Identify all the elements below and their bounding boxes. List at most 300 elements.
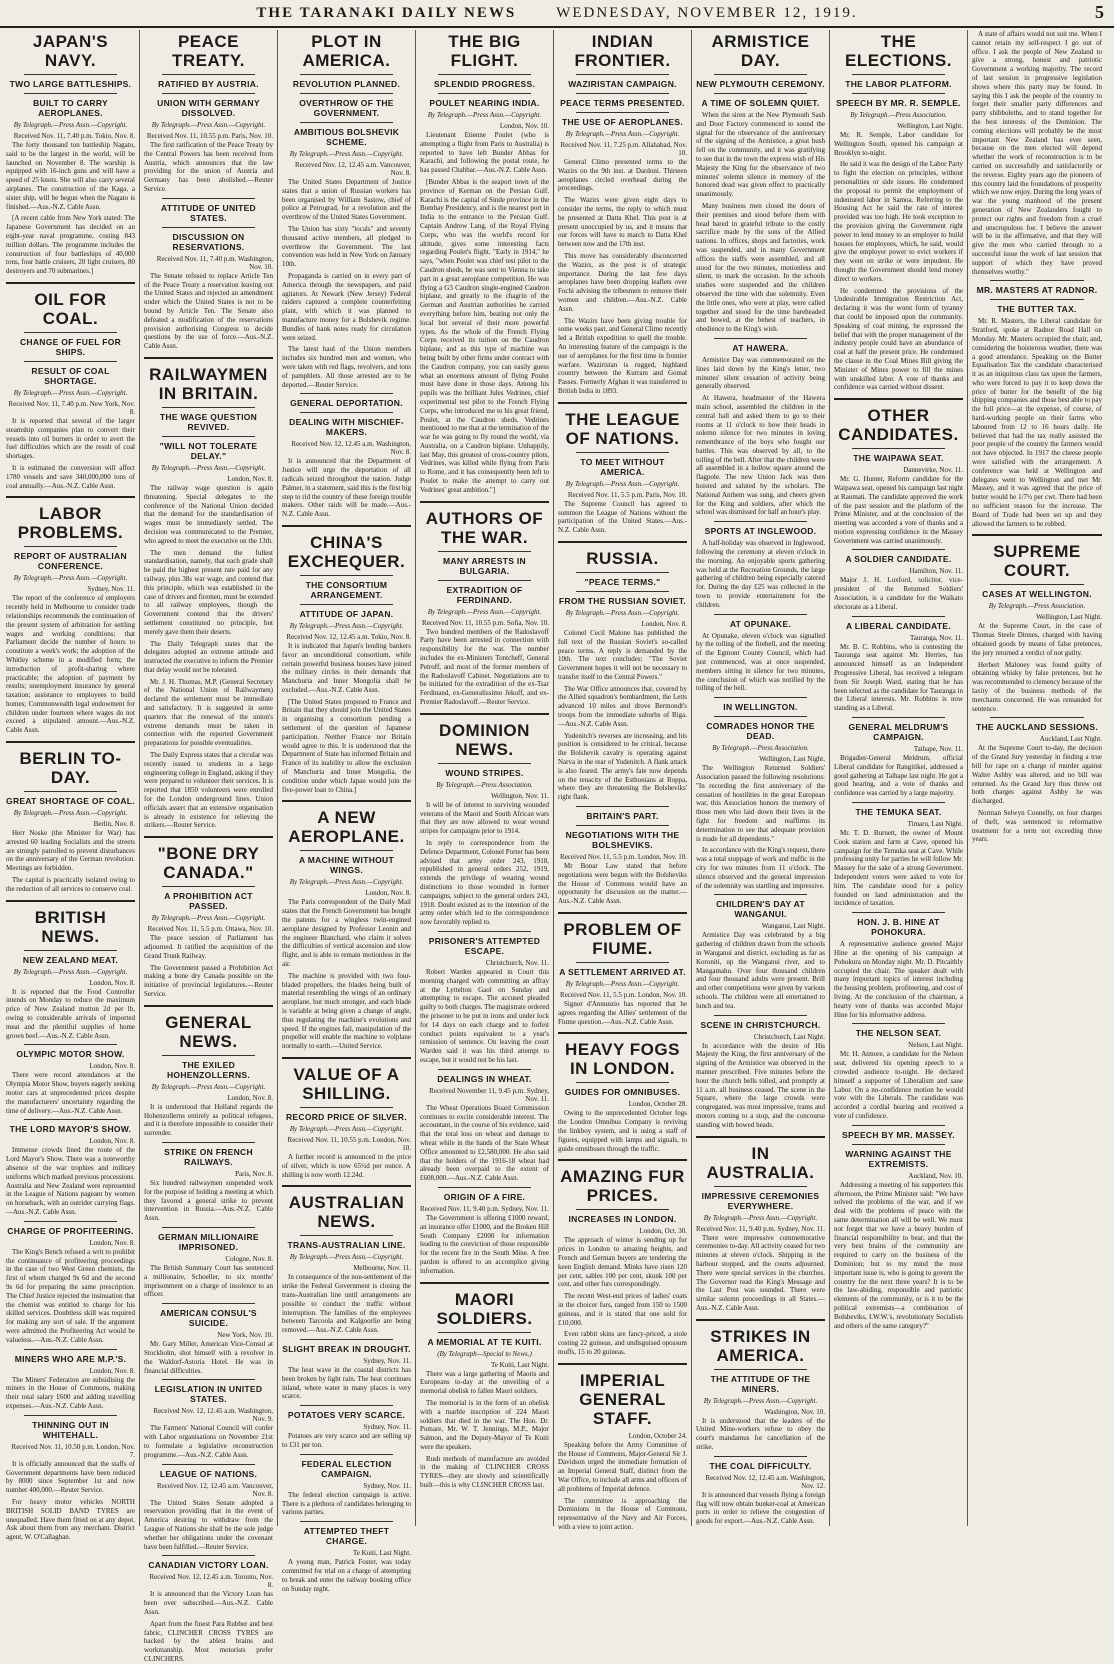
article-paragraph: General Climo presented terms to the Wazirs on the 9th inst. at Dardoni. Thirteen aeroplanes circled overhead during the proceedings.: [558, 158, 687, 193]
article-paragraph: The men demand the fullest standardisation, namely, that each grade shall be paid the highest present rate paid for any railway, plus 38s war wage, and contend that this principle, which was established in the case of drivers and firemen, must be extended to all railway employees, though the Government contend that the drivers' settlement constituted no principle, but merely gave them their deserts.: [144, 548, 273, 636]
article-section: [282, 1454, 411, 1517]
dateline: Cologne, Nov. 8.: [225, 1254, 273, 1263]
dateline: Wellington, Last Night.: [1036, 613, 1102, 622]
byline: By Telegraph.—Press Association.: [850, 111, 947, 119]
dateline: Christchurch, Nov. 11.: [485, 959, 549, 967]
headline-rule: [852, 1144, 945, 1145]
byline: By Telegraph.—Press Assn.—Copyright.: [427, 111, 542, 119]
article-section: [282, 1185, 411, 1335]
byline: By Telegraph.—Press Assn.—Copyright.: [151, 121, 266, 129]
byline: By Telegraph.—Press Assn.—Copyright.: [13, 809, 128, 818]
headline-rule: [300, 850, 393, 851]
article-paragraph: The King's Bench refused a writ to prohibit the continuance of profiteering proceedings in the case of two West Green chemists, the first of whom charged 9s 6d and the second 9s 6d for preparing the same prescription. The Chief Justice rejected the insinuation that the chemist was entitled to charge for his skilled services. Doubtless skill was required for making any sort of sale. If the argument were admitted the Profiteering Act would be valueless.—Aus.-N.Z. Cable Assn.: [6, 1247, 135, 1344]
column-3: [278, 30, 416, 1593]
headline-rule: [438, 580, 531, 581]
article-subheading: THE ATTITUDE OF THE MINERS.: [710, 1373, 811, 1394]
article-section: [834, 802, 963, 908]
article-headline: OTHER CANDIDATES.: [838, 406, 959, 445]
column-divider: [6, 496, 135, 498]
article-subheading: INCREASES IN LONDON.: [568, 1214, 677, 1225]
headline-rule: [714, 93, 807, 94]
article-headline: DOMINION NEWS.: [439, 720, 530, 759]
headline-rule: [438, 551, 531, 552]
article-paragraph: The War Office announces that, covered by the Allied squadron's bombardment, the Letts advanced 10 miles and drove Bermondt's troops from the immediate suburbs of Riga.—Aus.-N.Z. Cable Assn.: [558, 684, 687, 728]
headline-rule: [438, 93, 531, 94]
article-paragraph: It is announced that vessels flying a foreign flag will now obtain bunker-coal at American ports in order to relieve the congestion of goods for export.—Aus.-N.Z. Cable Assn.: [696, 1490, 825, 1526]
article-section: [6, 741, 135, 894]
byline: By Telegraph.—Press Assn.—Copyright.: [289, 878, 404, 887]
article-subheading: DISCUSSION ON RESERVATIONS.: [172, 231, 245, 252]
article-section: [972, 280, 1102, 528]
column-divider: [558, 912, 687, 914]
article-paragraph: [A recent cable from New York stated: The Japanese Government has decided on an eight-year naval programme, costing 843 million dollars. The programme includes the construction of four battleships of 40,000 tons, four battle cruisers, 20 light cruisers, 80 destroyers and 70 submarines.]: [6, 214, 135, 276]
headline-rule: [162, 1055, 255, 1056]
headline-rule: [576, 962, 669, 963]
article-section: [558, 806, 687, 906]
article-subheading: REPORT OF AUSTRALIAN CONFERENCE.: [14, 551, 127, 572]
headline-rule: [438, 931, 531, 932]
article-subheading: CHARGE OF PROFITEERING.: [7, 1225, 134, 1236]
dateline: Melbourne, Nov. 11.: [353, 1264, 411, 1273]
article-paragraph: Speaking before the Army Committee of the House of Commons, Major-General Sir J. Davidson urged the immediate formation of an Imperial General Staff, distinct from the War Office, to include all arms and officers of all problems of Imperial defence.: [558, 1440, 687, 1493]
article-section: [696, 1136, 825, 1313]
article-paragraph: At the Supreme Court, in the case of Thomas Steele Dinnes, charged with having obtained goods by means of false pretences, the jury returned a verdict of not guilty.: [972, 622, 1102, 657]
headline-rule: [852, 717, 945, 718]
article-paragraph: He condemned the provisions of the Undesirable Immigration Restriction Act, declaring it was the worst form of tyranny that could be imposed upon the community. Speaking of coal mining, he expressed the belief that with the proper management of the industry people could have an abundance of coal at half the present price. He condemned the clause in the Coal Mines Bill giving the Minister of Mines power to fill the mines with unskilled labor. A vote of thanks and confidence was carried without dissent.: [834, 286, 963, 392]
article-section: [6, 1119, 135, 1216]
article-subheading: A PROHIBITION ACT PASSED.: [164, 891, 253, 912]
article-section: [144, 1303, 273, 1375]
article-paragraph: The recent West-end prices of ladies' coats in the choicer furs, ranged from 150 to 1500 guineas, and it is stated that one sold for £10,000.: [558, 1292, 687, 1327]
article-subheading: ATTITUDE OF UNITED STATES.: [161, 202, 256, 223]
article-subheading: OVERTHROW OF THE GOVERNMENT.: [299, 98, 394, 118]
dateline: Received Nov. 11, 10.50 p.m. London, Nov. 7.: [11, 1442, 135, 1459]
article-headline: RAILWAYMEN IN BRITAIN.: [149, 364, 268, 403]
headline-rule: [162, 93, 255, 94]
article-section: [834, 549, 963, 611]
article-paragraph: It is reported that the Food Controller intends on Monday to reduce the maximum price of New Zealand mutton 2d per lb, owing to considerable arrivals of imported meat and the plentiful supplies of home grown beef.—Aus.-N.Z. Cable Assn.: [6, 987, 135, 1040]
dateline: Wellington, Last Night.: [759, 755, 825, 764]
headline-rule: [852, 616, 945, 617]
article-paragraph: Norman Selwyn Connelly, on four charges of theft, was sentenced to reformative treatment for a term not exceeding three years.: [972, 808, 1102, 844]
article-section: [834, 398, 963, 545]
column-2: [140, 30, 278, 1663]
article-paragraph: Mr. G. Hunter, Reform candidate for the Waipawa seat, opened his campaign last night at Raumati. The candidate approved the work of the past session and the platform of the Prime Minister, and at the conclusion of the meeting was accorded a vote of thanks and a motion expressing confidence in the Massey Government was carried unanimously.: [834, 475, 963, 545]
article-headline: PEACE TREATY.: [171, 32, 246, 70]
headline-rule: [576, 1082, 669, 1083]
article-paragraph: The Government is offering £1000 reward, an insurance offer £1000, and the Broken Hill South Company £2000 for information leading to the conviction of those responsible for the recent fire in the South Mine. A free pardon is offered to an accomplice giving information.: [420, 1213, 549, 1275]
article-paragraph: The federal election campaign is active. There is a plethora of candidates belonging to various parties.: [282, 1490, 411, 1517]
headline-rule: [438, 1332, 531, 1333]
article-subheading: OLYMPIC MOTOR SHOW.: [16, 1049, 125, 1060]
headline-rule: [24, 1415, 117, 1416]
article-section: [696, 1319, 825, 1452]
headline-rule: [300, 1107, 393, 1108]
dateline: Received Nov. 11, 5.5 p.m. Ottawa, Nov. 10.: [147, 925, 273, 934]
headline-rule: [576, 93, 669, 94]
dateline: Sydney, Nov. 11.: [363, 1481, 411, 1490]
dateline: Received Nov. 11, 5.5 p.m. Paris, Nov. 10.: [567, 490, 687, 499]
headline-rule: [714, 697, 807, 698]
headline-rule: [990, 299, 1084, 300]
article-paragraph: A representative audience greeted Major Hine at the opening of his campaign at Pohokura on Monday night. Mr. D. Pitcaithly occupied the chair. The speaker dealt with many important topics of interest including the housing problem, profiteering, and cost of living. At the conclusion of the chairman, a hearty vote of thanks was accorded Major Hine for his informative address.: [834, 940, 963, 1019]
dateline: Received Nov. 11, 5.5 p.m. London, Nov. 10.: [560, 853, 687, 862]
article-section: [282, 393, 411, 519]
article-headline: THE ELECTIONS.: [844, 32, 952, 70]
column-4: [416, 30, 554, 1526]
dateline: Hamilton, Nov. 11.: [909, 567, 963, 576]
headline-rule: [576, 825, 669, 826]
article-headline: IN AUSTRALIA.: [706, 1143, 815, 1182]
article-paragraph: Lieutenant Etienne Poulet (who is attempting a flight from Paris to Australia) is reported to have left Bunder Abbas for Karachi, and following the postal route, he has passed Chahbar.—Aus.-N.Z. Cable Assn.: [420, 131, 549, 175]
article-section: [282, 800, 411, 1051]
article-paragraph: The United States Department of Justice states that a union of Russian workers has been organised by William Sastow, chief of police at Petrograd, for a revolution and the overthrow of the United States Government.: [282, 178, 411, 222]
column-divider: [558, 1159, 687, 1161]
byline: (By Telegraph—Special to News.): [437, 1349, 532, 1358]
article-paragraph: The United States Senate adopted a reservation providing that in the event of America desiring to withdraw from the League of Nations she shall be the sole judge whether her obligations under the covenant have been fulfilled.—Reuter Service.: [144, 1498, 273, 1551]
article-section: [420, 501, 549, 707]
article-paragraph: A further record is announced in the price of silver, which is now 65½d per ounce. A shilling is now worth 12.24d.: [282, 1153, 411, 1179]
article-subheading: RATIFIED BY AUSTRIA.: [158, 79, 259, 89]
byline: By Telegraph.—Press Association.: [436, 780, 533, 789]
column-divider: [144, 1005, 273, 1007]
dateline: Timaru, Last Night.: [907, 820, 963, 829]
article-section: [144, 1005, 273, 1138]
column-divider: [420, 501, 549, 503]
article-paragraph: At Opunake, eleven o'clock was signalled by the tolling of the firebell, and the meeting of the Egmont County Council, which had just commenced, was at once suspended, members sitting in silence for two minutes, the conclusion of which was notified by the tolling of the bell.: [696, 631, 825, 693]
article-section: [6, 1044, 135, 1115]
article-subheading: REVOLUTION PLANNED.: [292, 79, 401, 89]
article-subheading: AT HAWERA.: [732, 342, 789, 353]
dateline: Nelson, Last Night.: [908, 1041, 963, 1050]
article-subheading: IN WELLINGTON.: [723, 702, 798, 713]
byline: By Telegraph.—Press Assn.—Copyright.: [289, 1125, 404, 1133]
article-paragraph: The committee is approaching the Dominions in the House of Commons, representative of the Navy and Air Forces, with a view to joint action.: [558, 1496, 687, 1531]
headline-rule: [24, 546, 117, 547]
article-paragraph: In reply to correspondence from the Defence Department, Colonel Porter has been advised that army order 243, 1918, republished in general orders 252, 1919, extends the privilege of wearing wound distinctions to those wounded in former campaigns, subject to the general orders 243, 1918. Doubt existed as to the intention of the army order which led to the correspondence now favorably replied to.: [420, 839, 549, 927]
article-headline: JAPAN'S NAVY.: [32, 32, 109, 70]
article-section: [558, 1159, 687, 1356]
article-headline: OIL FOR COAL.: [34, 289, 107, 328]
article-paragraph: The peace session of Parliament has adjourned. It ratified the acquisition of the Grand Trunk Railway.: [144, 934, 273, 960]
dateline: Te Kuiti, Last Night.: [352, 1549, 411, 1558]
dateline: Received Nov. 11, 7.40 p.m. Tokio, Nov. 8.: [13, 132, 135, 140]
dateline: Received Nov. 11, 9.40 p.m. Sydney, Nov. 11.: [420, 1204, 549, 1213]
article-subheading: A MEMORIAL AT TE KUITI.: [427, 1336, 542, 1347]
headline-rule: [714, 1186, 807, 1187]
headline-rule: [438, 74, 531, 75]
article-subheading: THE COAL DIFFICULTY.: [709, 1460, 812, 1471]
byline: By Telegraph.—Press Assn.—Copyright.: [151, 914, 266, 923]
dateline: Berlin, Nov. 8.: [93, 820, 135, 829]
article-paragraph: Herr Noske (the Minister for War) has arrested 60 leading Socialists and the streets are strongly patrolled to prevent disturbances on the anniversary of the German revolution. Meetings are forbidden.: [6, 829, 135, 873]
byline: By Telegraph.—Press Assn.—Copyright.: [703, 1396, 818, 1405]
article-subheading: THINNING OUT IN WHITEHALL.: [32, 1419, 109, 1440]
column-divider: [282, 800, 411, 802]
dateline: Received Nov. 11, 10.55 p.m. Sofia, Nov. 10.: [422, 618, 549, 627]
byline: By Telegraph.—Press Assn.—Copyright.: [13, 574, 128, 583]
headline-rule: [162, 1555, 255, 1556]
article-paragraph: Robert Warden appeared in Court this morning charged with committing an affray at the Lyttelton Gaol on Sunday and attempting to escape. The accused pleaded guilty to both charges. The magistrate ordered the prisoner to be put in irons and under lock for 14 days on each charge and to forfeit conduct points equivalent to a year's remission of sentence. On leaving the court Warden said it was his third attempt to escape, but it would not be his last.: [420, 968, 550, 1064]
article-section: [6, 1221, 135, 1345]
headline-rule: [162, 886, 255, 887]
article-subheading: RESULT OF COAL SHORTAGE.: [31, 365, 110, 386]
dateline: Wellington, Last Night.: [897, 122, 963, 130]
headline-rule: [162, 436, 255, 437]
dateline: London, Nov. 8.: [227, 1093, 273, 1102]
dateline: London, Nov. 8.: [89, 1137, 135, 1146]
byline: By Telegraph.—Press Assn.—Copyright.: [427, 607, 542, 616]
dateline: Received Nov. 11, 7.40 p.m. Washington, Nov. 10.: [156, 254, 273, 271]
headline-rule: [576, 572, 669, 573]
article-subheading: EXTRADITION OF FERDINAND.: [446, 584, 523, 605]
column-divider: [558, 1363, 687, 1365]
article-section: [834, 32, 963, 392]
article-section: [144, 1379, 273, 1459]
article-subheading: DEALINGS IN WHEAT.: [437, 1073, 532, 1084]
dateline: Received Nov. 11, 5.5 p.m. London, Nov. 10.: [560, 991, 687, 1000]
article-paragraph: This move has considerably disconcerted the Wazirs, as the post is of strategic importance. During the last few days aeroplanes have been dropping leaflets over Fochi advising the tribesmen to remove their women and children.—Aus.-N.Z. Cable Assn.: [558, 251, 687, 313]
article-section: [558, 402, 687, 535]
article-section: [558, 912, 687, 1026]
article-headline: STRIKES IN AMERICA.: [710, 1326, 811, 1365]
article-paragraph: The Paris correspondent of the Daily Mail states that the French Government has bought the patents for a wingless twin-engined aeroplane designed by Professor Leonin and the engineer Blanchard, who claim it solves the difficulties of vertical ascension and slow flight, and is able to remain motionless in the air.: [282, 898, 411, 969]
column-divider: [972, 534, 1102, 536]
article-paragraph: Mr. B. C. Robbins, who is contesting the Tauranga seat against Mr. Herries, has announced himself as an Independent Progressive Liberal, has received a telegram from Sir Joseph Ward, stating that he has been selected as the candidate for Tauranga in the Liberal interests. Mr. Robbins is now standing as a Liberal.: [834, 642, 963, 713]
article-section: [282, 1521, 411, 1593]
column-divider: [420, 713, 549, 715]
article-section: [420, 1187, 549, 1276]
column-divider: [282, 1185, 411, 1187]
article-section: [144, 198, 273, 351]
article-headline: THE BIG FLIGHT.: [448, 32, 521, 70]
article-subheading: WAZIRISTAN CAMPAIGN.: [568, 79, 677, 89]
article-headline: RUSSIA.: [586, 548, 659, 568]
article-section: [420, 1282, 549, 1490]
article-paragraph: There was a large gathering of Maoris and Europeans to-day at the unveiling of a memorial obelisk to fallen Maori soldiers.: [420, 1369, 549, 1396]
dateline: Christchurch, Last Night.: [753, 1032, 825, 1041]
article-paragraph: There were record attendances at the Olympia Motor Show, buyers eagerly seeking motor cars at unprecedented prices despite the manufacturers' uncertainty regarding the time of delivery.—Aus.-N.Z. Cable Assn.: [6, 1071, 135, 1115]
article-subheading: A SOLDIER CANDIDATE.: [845, 554, 952, 565]
article-subheading: GENERAL DEPORTATION.: [290, 398, 403, 409]
byline: By Telegraph.—Press Assn.—Copyright.: [13, 967, 128, 976]
article-paragraph: The Daily Telegraph states that the delegates adopted an extreme attitude and instructed the executive to inform the Premier that delay would not be tolerated.: [144, 639, 273, 674]
article-subheading: SPEECH BY MR. MASSEY.: [842, 1129, 955, 1140]
article-section: [282, 32, 411, 389]
article-paragraph: It is understood that Holland regards the Hohenzollerns entirely as political refugees, and it is therefore impossible to consider their surrender.: [144, 1102, 273, 1138]
article-section: [144, 1464, 273, 1552]
headline-rule: [714, 716, 807, 717]
byline: By Telegraph.—Press Assn.—Copyright.: [151, 463, 266, 472]
headline-rule: [714, 614, 807, 615]
article-paragraph: Mr. R. Semple, Labor candidate for Wellington South, opened his campaign at Brooklyn to-night.: [834, 131, 963, 157]
article-headline: AUTHORS OF THE WAR.: [425, 508, 544, 547]
byline: By Telegraph.—Press Assn.—Copyright.: [565, 608, 680, 617]
headline-rule: [24, 1221, 117, 1222]
article-paragraph: The Supreme Council has agreed to summon the League of Nations without the participation of the United States.—Aus.-N.Z. Cable Assn.: [558, 499, 687, 535]
article-paragraph: Two hundred members of the Radoslavoff Party have been arrested in connection with responsibility for the war. The number includes the ex-Ministers Tontcheff, General Petroff, and most of the former members of the Radoslavoff Cabinet. Negotiations are to be initiated for the extradition of the ex-Tsar Ferdinand, ex-Generalissimo Jekoff, and ex-Premier Radoslavoff.—Reuter Service.: [420, 627, 549, 707]
article-headline: BRITISH NEWS.: [34, 907, 107, 946]
article-section: [420, 1069, 549, 1183]
article-paragraph: The first ratification of the Peace Treaty by the Central Powers has been received from Austria, which announces that the law providing for the union of Austria and Germany has been abolished.—Reuter Service.: [144, 141, 273, 193]
article-columns: [2, 30, 1110, 1663]
headline-rule: [576, 1209, 669, 1210]
headline-rule: [576, 112, 669, 113]
article-paragraph: In consequence of the non-settlement of the strike the Federal Government is closing the trans-Australian line until arrangements are possible to conduct the traffic without interruption. The families of the employees between Tarcoola and Kalgoorlie are being removed.—Aus.-N.Z. Cable Assn.: [282, 1273, 411, 1335]
column-divider: [696, 1319, 825, 1321]
dateline: Received Nov. 11, 9.40 p.m. Sydney, Nov. 11.: [696, 1224, 825, 1233]
article-section: [144, 32, 273, 194]
article-headline: PLOT IN AMERICA.: [302, 32, 391, 70]
headline-rule: [300, 74, 393, 75]
article-section: [282, 1405, 411, 1450]
article-subheading: SPORTS AT INGLEWOOD.: [704, 526, 817, 537]
article-paragraph: Addressing a meeting of his supporters this afternoon, the Prime Minister said: "We have solved the problems of the war, and if we deal with the problems of peace with the same determination all will be well. We must not forget that we have a heavy burden of financial responsibility to bear, and that the very best brains of the community are required to carry on the business of the Dominion; but to my mind the most important issue is, who is going to govern the country for the next three years? It is to be the law-abiding, responsible and patriotic elements of the community, or is it to be the political extremists—a combination of Bolsheviks, I.W.W.'s, revolutionary Socialists and others of the same category?": [834, 1180, 963, 1330]
article-paragraph: The Wellington Returned Soldiers' Association passed the following resolutions: "In recording the first anniversary of the cessation of hostilities in the great European war, this Association honors the memory of those men who laid down their lives in the fight for freedom and reaffirms its determination to see that adequate provision is made for all dependents.": [696, 764, 825, 843]
article-section: [282, 1057, 411, 1179]
column-6: [692, 30, 830, 1526]
article-section: [696, 521, 825, 609]
dateline: Sydney, Nov. 11.: [87, 585, 135, 594]
byline: By Telegraph.—Press Assn.—Copyright.: [565, 479, 680, 488]
headline-rule: [300, 1521, 393, 1522]
article-paragraph: The British Summary Court has sentenced a millionaire, Schoeller, to six months' imprisonment on a charge of insolence to an officer.: [144, 1263, 273, 1299]
article-paragraph: Mr. J. H. Thomas, M.P. (General Secretary of the National Union of Railwaymen) declared the settlement must be immediate and satisfactory. It is suggested in some quarters that the renewal of the union's extreme demands must be taken in connection with the reported Government preparations for possible eventualities.: [144, 677, 273, 748]
dateline: Te Kuiti, Last Night.: [490, 1360, 549, 1369]
column-8: [968, 30, 1106, 1526]
dateline: Wanganui, Last Night.: [761, 922, 825, 931]
column-divider: [6, 282, 135, 284]
headline-rule: [300, 1235, 393, 1236]
column-divider: [144, 836, 273, 838]
article-subheading: GREAT SHORTAGE OF COAL.: [6, 796, 135, 807]
article-section: [558, 1363, 687, 1532]
article-subheading: LEAGUE OF NATIONS.: [159, 1468, 258, 1479]
headline-rule: [162, 1142, 255, 1143]
dateline: London, Nov. 8.: [89, 1366, 135, 1375]
article-headline: THE LEAGUE OF NATIONS.: [565, 409, 680, 448]
headline-rule: [300, 122, 393, 123]
article-subheading: THE LABOR PLATFORM.: [845, 79, 952, 89]
article-paragraph: [The United States proposed to France and Britain that they should join the United States in organising a consortium pending a settlement of the question of Japanese participation. Neither France nor Britain would agree to this. It is understood that the Department of State has informed Britain and France of its inability to allow the exclusion of Manchuria and Inner Mongolia, the condition under which Japan would join the five-power loan to China.]: [282, 697, 411, 794]
issue-date: WEDNESDAY, NOVEMBER 12, 1919.: [556, 4, 858, 21]
headline-rule: [852, 912, 945, 913]
headline-rule: [852, 1125, 945, 1126]
column-divider: [6, 741, 135, 743]
newspaper-title: THE TARANAKI DAILY NEWS: [256, 4, 517, 21]
headline-rule: [24, 1044, 117, 1045]
article-paragraph: The Senate refused to replace Article Ten of the Peace Treaty a reservation leaving out the United States and rejected an amendment under which the United States is not to be bound by Article Ten. The Senate also defeated a modification of the reservations provision authorising Congress to decide questions by the use of force.—Aus.-N.Z. Cable Assn.: [144, 271, 273, 351]
article-section: [420, 713, 549, 927]
headline-rule: [162, 1379, 255, 1380]
headline-rule: [162, 1227, 255, 1228]
article-headline: PROBLEM OF FIUME.: [563, 920, 682, 959]
headline-rule: [714, 521, 807, 522]
article-subheading: CANADIAN VICTORY LOAN.: [148, 1560, 269, 1571]
article-paragraph: Mr. H. Atmore, a candidate for the Nelson seat, delivered his opening speech to a crowded audience to-night. He declared himself a supporter of Liberalism and sane Labor. On a no-confidence motion he would vote with the Liberals. The candidate was accorded a cordial hearing and received a vote of confidence.: [834, 1050, 963, 1120]
article-section: [696, 614, 825, 694]
article-paragraph: Many business men closed the doors of their premises and stood before them with head bared in grateful tribute to the costly sacrifice made by the sons of the Allied nations. In offices, shops and factories, work was suspended, and in many Government offices the staffs were assembled, and all stood for the two minutes, motionless and silent, to mark the occasion. In the schools studies were suspended and the children observed the time with due solemnity. Even the little ones, who were at play, were called together and stood for the time bareheaded and bowed, at the behest of teachers, in obedience to the King's wish.: [696, 201, 825, 334]
article-subheading: HON. J. B. HINE AT POHOKURA.: [857, 917, 940, 938]
article-subheading: THE WAGE QUESTION REVIVED.: [159, 411, 258, 432]
headline-rule: [300, 604, 393, 605]
dateline: London, Nov. 8.: [641, 619, 687, 628]
article-paragraph: The report of the conference of employers recently held in Melbourne to consider trade relationships recommends the continuation of the present system of arbitration for settling wages and working conditions; that Parliament decide the number of hours to constitute a week's work; the adoption of the Whitley scheme in a modified form; the introduction of profit-sharing where practicable; the adoption of payment by results; unemployment insurance by general taxation; assistance to employees to build homes; Commonwealth legal endowment for children under fourteen where wages do not exceed a stipulated amount.—Aus.-N.Z. Cable Assn.: [6, 594, 135, 735]
dateline: London, Nov. 8.: [89, 1238, 135, 1247]
byline: By Telegraph.—Press Association.: [988, 602, 1086, 611]
article-section: [420, 931, 549, 1065]
headline-rule: [162, 1303, 255, 1304]
article-subheading: A LIBERAL CANDIDATE.: [845, 620, 951, 631]
column-divider: [696, 1136, 825, 1138]
article-paragraph: The capital is practically isolated owing to the reduction of all services to conserve coal.: [6, 876, 135, 893]
headline-rule: [990, 584, 1084, 585]
article-section: [696, 338, 825, 517]
article-paragraph: Armistice Day was commemorated on the lines laid down by the King's letter, two minutes' silent cessation of activity being generally observed.: [696, 355, 825, 391]
byline: By Telegraph.—Press Assn.—Copyright.: [13, 121, 128, 129]
article-section: [834, 1023, 963, 1120]
article-section: [144, 1555, 273, 1663]
dateline: Received Nov. 12, 12.45 a.m. Toronto, Nov. 8.: [149, 1573, 273, 1590]
dateline: Received Nov. 12, 12.45 a.m. Vancouver, Nov. 8.: [157, 1481, 273, 1498]
headline-rule: [852, 802, 945, 803]
article-paragraph: The heat wave in the coastal districts has been broken by light rain. The heat continues inland, where water in many places is very scarce.: [282, 1365, 411, 1401]
article-paragraph: Six hundred railwaymen suspended work for the purpose of holding a meeting at which they favored a general strike to prevent intervention in Russia.—Aus.-N.Z. Cable Assn.: [144, 1179, 273, 1223]
article-paragraph: It is reported that several of the larger steamship companies plan to convert their vessels into oil burners in order to avert the fuel difficulties which are the result of coal shortages.: [6, 416, 135, 461]
dateline: Received November 11, 9.45 p.m. Sydney, Nov. 11.: [429, 1086, 549, 1103]
article-paragraph: A half-holiday was observed in Inglewood, following the ceremony at eleven o'clock in the morning. An enjoyable sports gathering was held at the Recreation Grounds, the large gathering of children being especially catered for. During the day £25 was collected in the town to provide entertainment for the children.: [696, 539, 825, 609]
dateline: London, Nov. 10.: [499, 122, 549, 130]
headline-rule: [24, 791, 117, 792]
dateline: New York, Nov. 10.: [217, 1331, 273, 1340]
article-paragraph: Owing to the unprecedented October fogs the London Omnibus Company is reviving the linkboy system, and is using a staff of figures, equipped with lamps and signals, to guide omnibuses through the traffic.: [558, 1109, 687, 1153]
byline: By Telegraph.—Press Assn.—Copyright.: [565, 130, 680, 138]
article-paragraph: Yudenitch's reverses are increasing, and his position is considered to be critical, because the Bolshevik cavalry is operating against Narva in the rear of Yudenitch. A flank attack is also feared. The army's fate now depends on the tenacity of the Esthonians at Roppa, where they are threatening the Bolsheviks' right flank.: [558, 731, 687, 802]
article-headline: "BONE DRY CANADA.": [157, 844, 260, 883]
headline-rule: [24, 74, 117, 75]
article-headline: ARMISTICE DAY.: [711, 32, 810, 70]
article-paragraph: Potatoes are very scarce and are selling up to £31 per ton.: [282, 1432, 411, 1449]
article-subheading: WARNING AGAINST THE EXTREMISTS.: [845, 1148, 952, 1169]
article-subheading: THE USE OF AEROPLANES.: [561, 117, 684, 127]
article-section: [558, 1032, 687, 1153]
dateline: Sydney, Nov. 11.: [363, 1423, 411, 1432]
article-paragraph: When the siren at the New Plymouth Sash and Door Factory commenced to sound the signal for the observance of the anniversary of the signing of the Armistice, a great hush fell on the community, and it was gratifying to see that in the town the express wish of His Majesty the King for the observance of two minutes' solemn silence in memory of the honored dead was given effect to practically unanimously.: [696, 111, 825, 199]
article-paragraph: The Wheat Operations Board Commission continues to excite considerable interest. The accountant, in the course of his evidence, said that the total loss on wheat and damage to wheat while in the hands of the State Wheat Office amounted to £2,580,000. He also said that the holders of the 1916-18 wheat had already been overpaid to the extent of £608,000.—Aus.-N.Z. Cable Assn.: [420, 1103, 549, 1183]
article-subheading: BUILT TO CARRY AEROPLANES.: [33, 98, 108, 118]
article-paragraph: A young man, Patrick Foster, was today committed for trial on a charge of attempting to break and enter the railway booking office on Sunday night.: [282, 1558, 411, 1593]
article-subheading: TWO LARGE BATTLESHIPS.: [9, 79, 132, 89]
article-paragraph: Even rabbit skins are fancy-priced, a stole costing 22 guineas, and undisguised opossum muffs, 15 to 20 guineas.: [558, 1330, 687, 1356]
headline-rule: [990, 280, 1084, 281]
article-paragraph: Immense crowds lined the route of the Lord Mayor's Show. There was a noteworthy absence of the war trophies and military uniforms which marked previous processions. Australia and New Zealand were represented in the League of Nations pageant by women on horseback, with an outrider carrying flags.—Aus.-N.Z. Cable Assn.: [6, 1146, 135, 1216]
headline-rule: [162, 227, 255, 228]
byline: By Telegraph.—Press Assn.—Copyright.: [289, 1253, 404, 1262]
article-paragraph: Signor d'Annunzio has reported that he agrees regarding the Allies' settlement of the Fiume question.—Aus.-N.Z. Cable Assn.: [558, 1000, 687, 1026]
headline-rule: [576, 591, 669, 592]
article-headline: MAORI SOLDIERS.: [436, 1289, 533, 1328]
article-paragraph: Herbert Maloney was found guilty of obtaining whisky by false pretences, but he was recommended to clemency because of the laxity of the business methods of the merchants concerned. He was remanded for sentence.: [972, 660, 1102, 713]
article-subheading: SPLENDID PROGRESS.: [433, 79, 536, 89]
article-section: [282, 525, 411, 795]
article-headline: A NEW AEROPLANE.: [288, 808, 405, 847]
article-paragraph: The approach of winter is sending up fur prices in London to amazing heights, and French and German buyers are tendering the keen English demand. Minks have risen 120 per cent, sables 100 per cent, skunk 100 per cent, and other furs correspondingly.: [558, 1236, 687, 1289]
article-subheading: SPEECH BY MR. R. SEMPLE.: [836, 98, 961, 108]
article-paragraph: The Wazirs have been giving trouble for some weeks past, and General Climo recently led a British expedition to quell the trouble. An interesting feature of the campaign is the use of aeroplanes for the first time in frontier warfare. Waziristan is rugged, highland country between the Kurram and Gomal Passes. Formerly Afghan it was transferred to British India in 1893.: [558, 316, 687, 395]
article-paragraph: Mr Bonar Law stated that before negotiations were begun with the Bolsheviks the House of Commons would have an opportunity for discussion on the matter.—Aus.-N.Z. Cable Assn.: [558, 862, 687, 906]
article-paragraph: Propaganda is carried on in every part of America through the newspapers, and paid agitators. At Newark (New Jersey) Federal raiders captured a complete counterfeiting plant, with which it was planned to manufacture money for a Bolshevik regime. Bundles of bank notes ready for circulation were seized.: [282, 271, 411, 342]
headline-rule: [438, 1187, 531, 1188]
